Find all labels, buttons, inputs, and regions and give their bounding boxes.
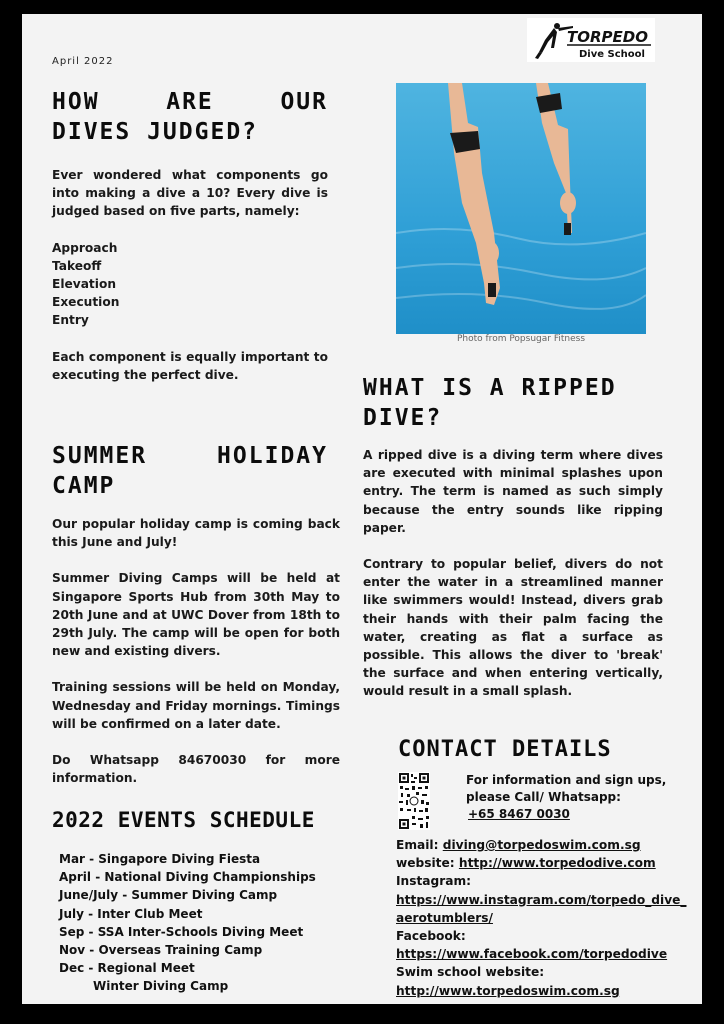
judged-intro: Ever wondered what components go into making a dive a 10? Every dive is judged based on five parts, namely: — [52, 168, 328, 219]
event-item: Dec - Regional Meet — [59, 961, 195, 976]
website-row — [396, 854, 692, 872]
instagram-label: Instagram: — [396, 874, 472, 889]
newsletter-page — [22, 14, 702, 1004]
ripped-section — [363, 446, 663, 701]
component-item: Elevation — [52, 277, 116, 292]
instagram-link[interactable]: https://www.instagram.com/torpedo_dive_aerotumblers/ — [396, 892, 687, 925]
ripped-paragraph: Contrary to popular belief, divers do not enter the water in a streamlined manner like swimmers would! Instead, divers grab their hands with their palm facing the water, creating as flat a surface as possible. This allows the diver to 'break' the surface and when entering vertically, would result in a small splash. — [363, 557, 663, 699]
contact-phone-link[interactable]: +65 8467 0030 — [468, 807, 570, 821]
camp-paragraph: Our popular holiday camp is coming back this June and July! — [52, 517, 340, 550]
contact-note-line2: please Call/ Whatsapp: — [466, 790, 621, 804]
camp-paragraph: Training sessions will be held on Monday, Wednesday and Friday mornings. Timings will be confirmed on a later date. — [52, 680, 340, 731]
camp-paragraph: Do Whatsapp 84670030 for more information. — [52, 753, 340, 786]
website-link[interactable]: http://www.torpedodive.com — [458, 856, 656, 871]
camp-heading-line1: SUMMER HOLIDAY — [52, 443, 328, 469]
photo-caption: Photo from Popsugar Fitness — [456, 334, 586, 344]
ripped-heading-line2: DIVE? — [363, 405, 443, 431]
events-list — [59, 850, 316, 996]
swim-school-link[interactable]: http://www.torpedoswim.com.sg — [396, 983, 620, 998]
email-label: Email: — [396, 838, 439, 852]
email-link[interactable]: diving@torpedoswim.com.sg — [442, 838, 641, 852]
camp-paragraph: Summer Diving Camps will be held at Singapore Sports Hub from 30th May to 20th June and at UWC Dover from 18th to 29th July. The camp will be open for both new and existing divers. — [52, 571, 340, 659]
logo-title: TORPEDO — [567, 28, 648, 46]
component-item: Takeoff — [52, 258, 102, 273]
component-item: Entry — [52, 313, 89, 328]
divers-photo — [396, 83, 646, 334]
event-item: June/July - Summer Diving Camp — [59, 888, 278, 903]
contact-heading: CONTACT DETAILS — [398, 737, 612, 762]
contact-note-line1: For information and sign ups, — [466, 773, 667, 787]
judged-heading-line1: HOW ARE OUR — [52, 89, 328, 115]
judged-components — [52, 239, 328, 330]
component-item: Execution — [52, 295, 120, 310]
ripped-heading-line1: WHAT IS A RIPPED — [363, 375, 617, 401]
swim-school-label: Swim school website: — [396, 965, 545, 980]
camp-section — [52, 515, 340, 787]
judged-closing: Each component is equally important to executing the perfect dive. — [52, 349, 328, 382]
qr-code-icon[interactable] — [398, 772, 430, 830]
logo-subtitle: Dive School — [579, 49, 645, 60]
event-item: Mar - Singapore Diving Fiesta — [59, 852, 261, 866]
event-item: Sep - SSA Inter-Schools Diving Meet — [59, 924, 304, 939]
event-item: July - Inter Club Meet — [59, 906, 203, 921]
event-item: Nov - Overseas Training Camp — [59, 943, 263, 958]
contact-note — [466, 772, 666, 823]
judged-section — [52, 166, 328, 384]
facebook-label: Facebook: — [396, 929, 466, 944]
ripped-paragraph: A ripped dive is a diving term where dives are executed with minimal splashes upon entry. The term is named as such simply because the entry sounds like ripping paper. — [363, 448, 663, 535]
events-heading: 2022 EVENTS SCHEDULE — [52, 808, 315, 832]
component-item: Approach — [52, 240, 118, 255]
issue-date: April 2022 — [52, 56, 114, 67]
email-row — [396, 836, 692, 854]
event-item: April - National Diving Championships — [59, 870, 316, 885]
torpedo-logo — [527, 18, 655, 62]
camp-heading-line2: CAMP — [52, 473, 116, 499]
contact-list — [396, 836, 692, 1000]
judged-heading-line2: DIVES JUDGED? — [52, 119, 259, 145]
website-label: website: — [396, 856, 455, 871]
facebook-link[interactable]: https://www.facebook.com/torpedodive — [396, 947, 668, 962]
event-item: Winter Diving Camp — [93, 979, 229, 994]
